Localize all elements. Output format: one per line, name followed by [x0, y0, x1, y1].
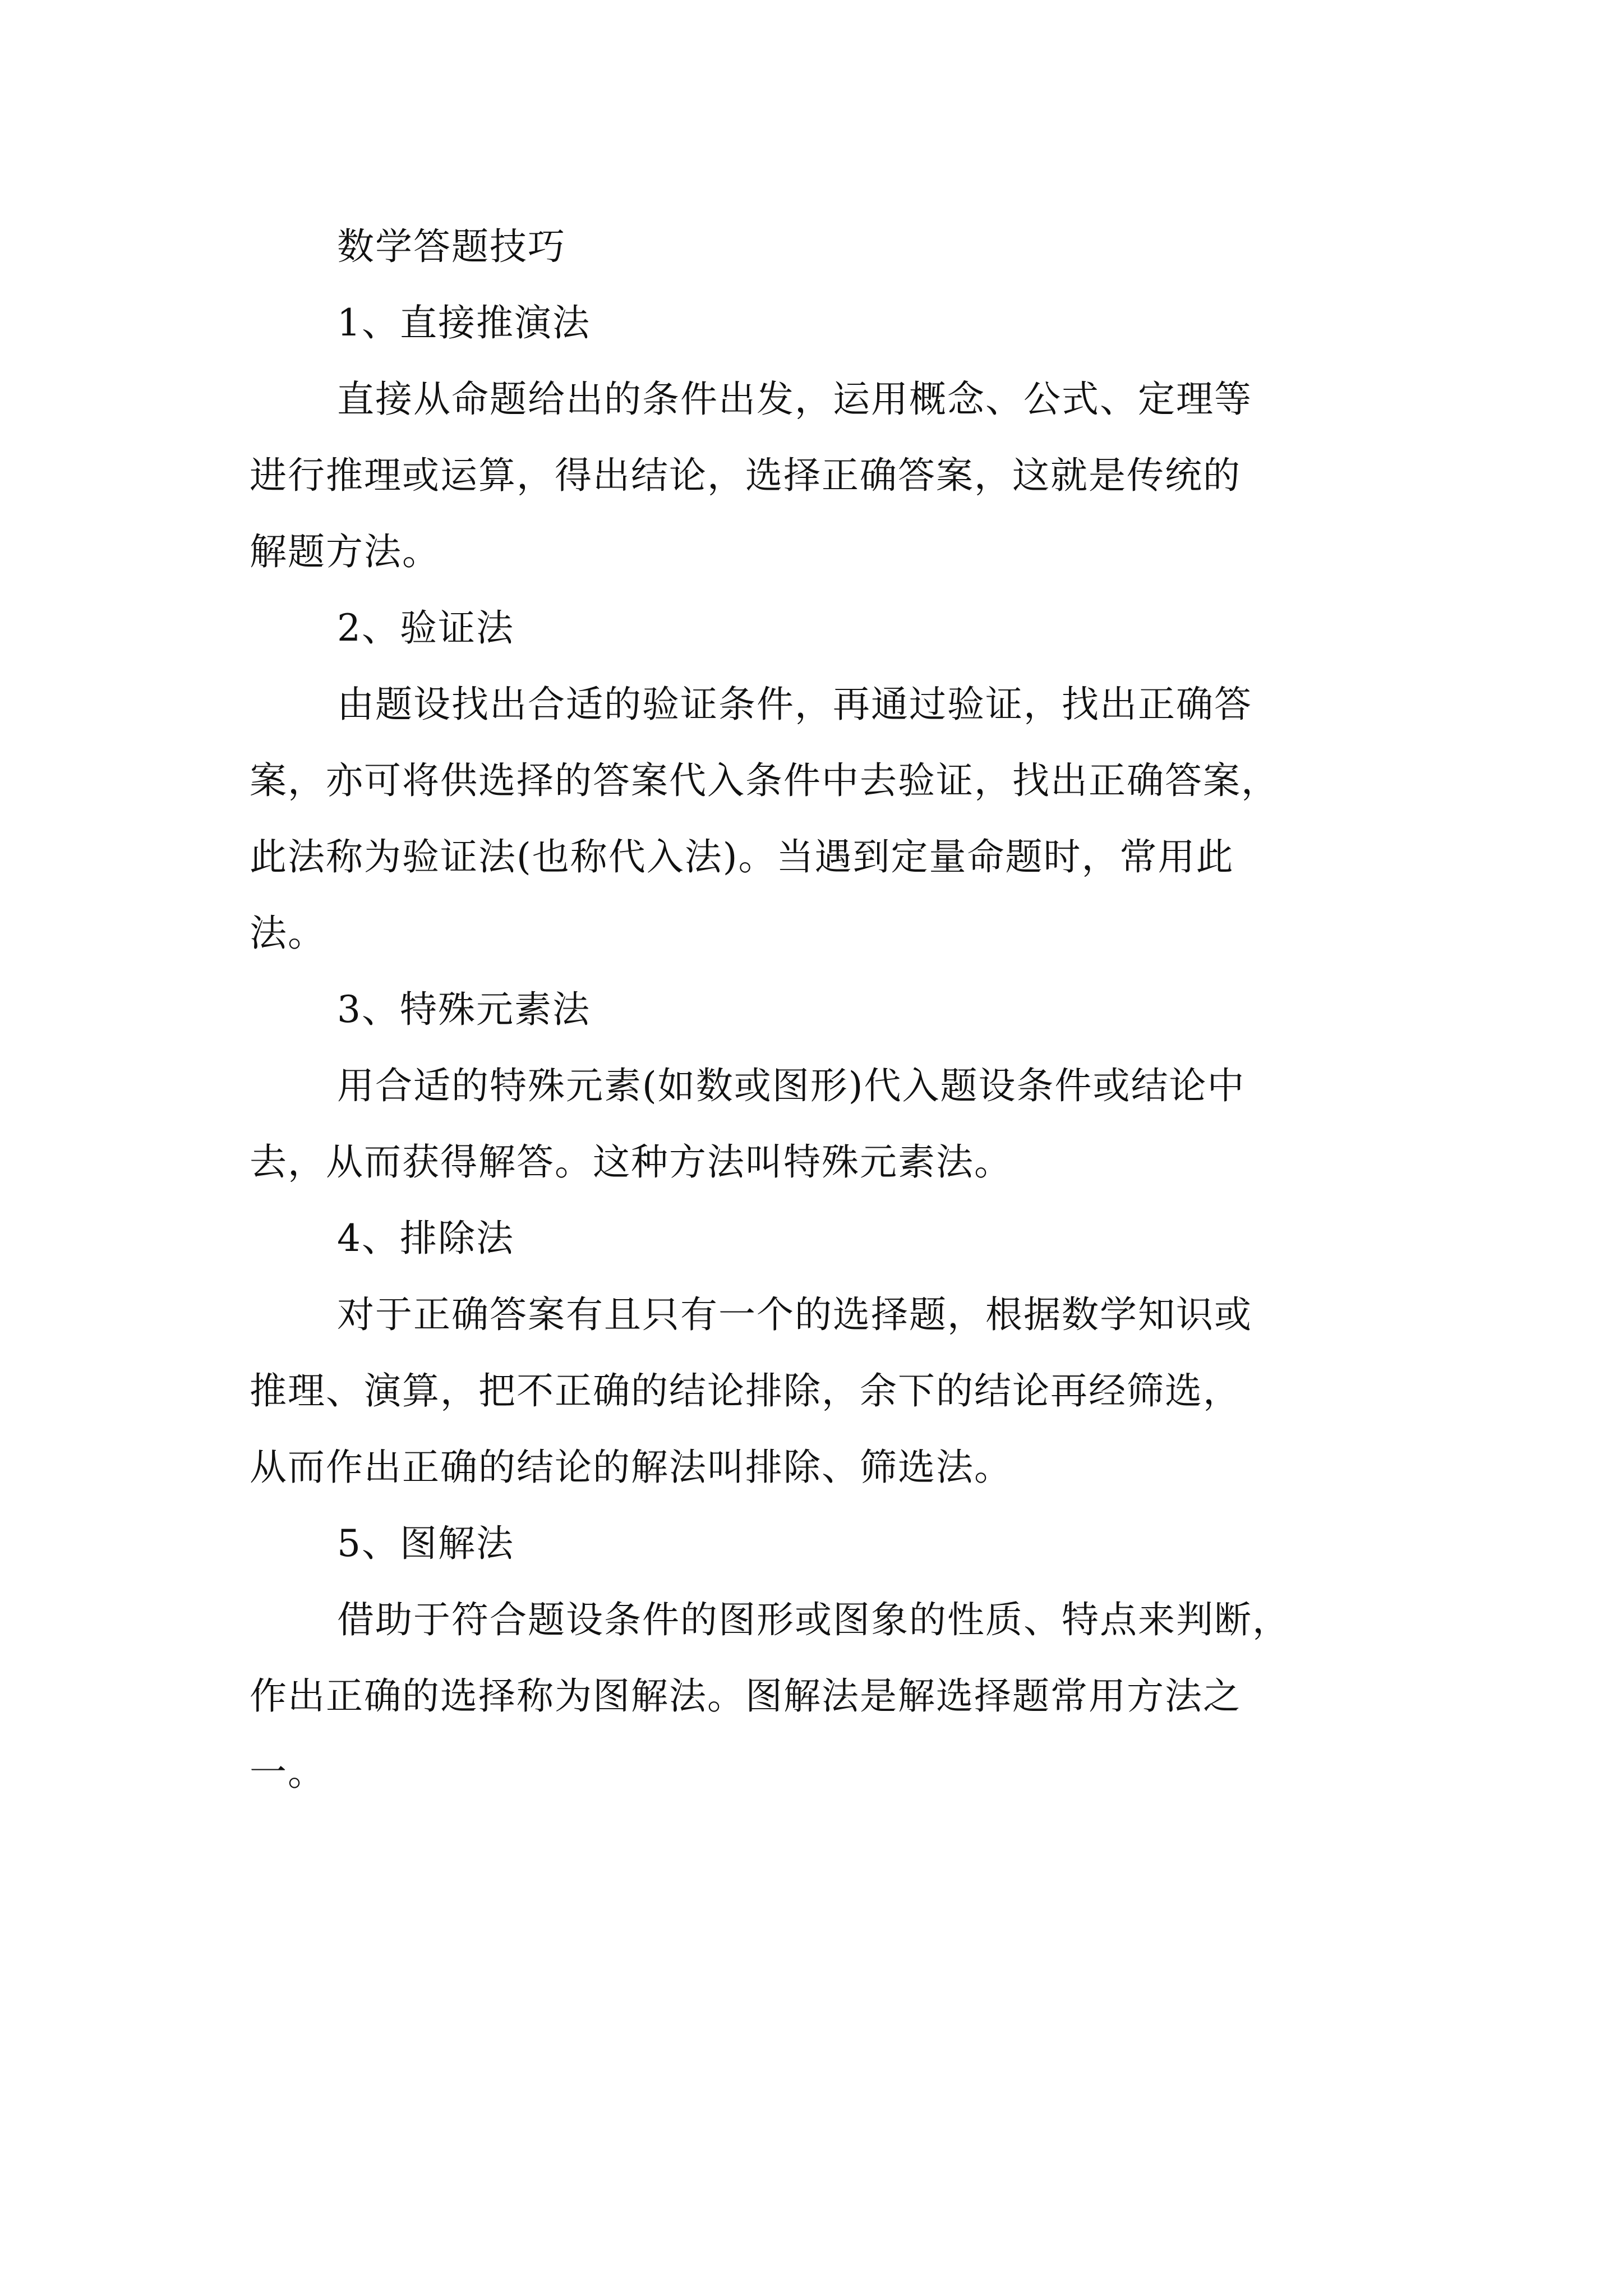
paragraph-line: 由题设找出合适的验证条件，再通过验证，找出正确答 [337, 683, 1252, 726]
paragraph-line: 从而作出正确的结论的解法叫排除、筛选法。 [250, 1446, 1012, 1489]
section-heading-2: 2、验证法 [337, 606, 514, 650]
section-paragraph-5 [250, 1582, 1388, 1811]
document-body [250, 209, 1388, 1811]
paragraph-line: 对于正确答案有且只有一个的选择题，根据数学知识或 [337, 1293, 1252, 1336]
paragraph-line: 进行推理或运算，得出结论，选择正确答案，这就是传统的 [250, 454, 1241, 497]
paragraph-line: 一。 [250, 1751, 326, 1794]
paragraph-line: 作出正确的选择称为图解法。图解法是解选择题常用方法之 [250, 1674, 1241, 1718]
section-heading-4: 4、排除法 [337, 1217, 514, 1260]
section-heading-5: 5、图解法 [337, 1522, 514, 1565]
section-paragraph-1 [250, 361, 1388, 590]
paragraph-line: 法。 [250, 912, 326, 955]
section-paragraph-2 [250, 666, 1388, 972]
paragraph-line: 用合适的特殊元素(如数或图形)代入题设条件或结论中 [337, 1064, 1246, 1107]
document-title: 数学答题技巧 [337, 225, 566, 268]
paragraph-line: 解题方法。 [250, 530, 440, 573]
paragraph-line: 推理、演算，把不正确的结论排除，余下的结论再经筛选， [250, 1369, 1241, 1412]
section-heading-1: 1、直接推演法 [337, 301, 591, 344]
section-paragraph-4 [250, 1277, 1388, 1506]
paragraph-line: 案，亦可将供选择的答案代入条件中去验证，找出正确答案， [250, 759, 1279, 802]
section-heading-3: 3、特殊元素法 [337, 988, 591, 1031]
paragraph-line: 此法称为验证法(也称代入法)。当遇到定量命题时，常用此 [250, 835, 1234, 878]
section-paragraph-3 [250, 1048, 1388, 1200]
paragraph-line: 直接从命题给出的条件出发，运用概念、公式、定理等 [337, 378, 1252, 421]
paragraph-line: 去，从而获得解答。这种方法叫特殊元素法。 [250, 1140, 1012, 1184]
paragraph-line: 借助于符合题设条件的图形或图象的性质、特点来判断， [337, 1598, 1290, 1641]
